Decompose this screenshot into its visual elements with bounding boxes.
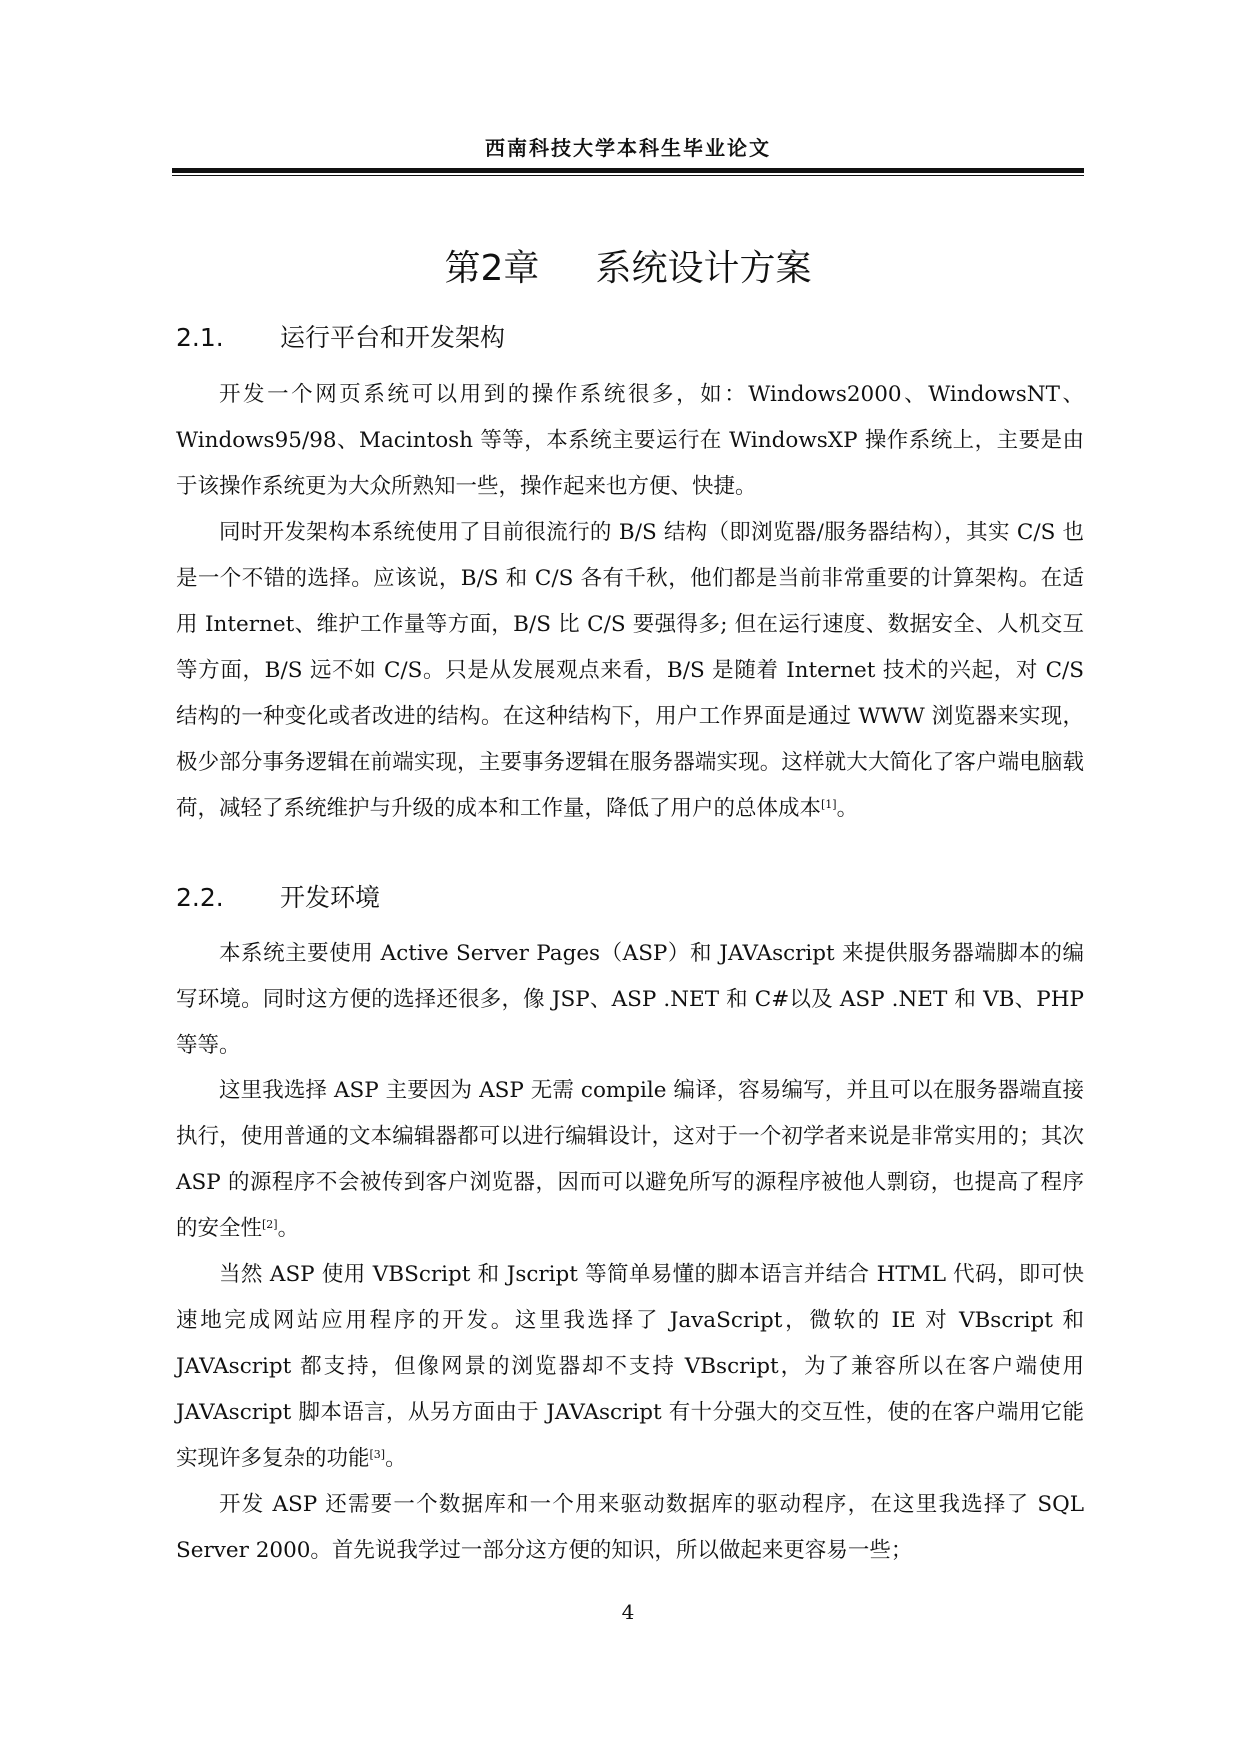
paragraph xyxy=(176,1482,1084,1574)
section-heading-2-2 xyxy=(176,880,380,916)
paragraph-text: 当然 ASP 使用 VBScript 和 Jscript 等简单易懂的脚本语言并结合 HTML 代码，即可快速地完成网站应用程序的开发。这里我选择了 JavaScript，微软的 IE 对 VBscript 和 JAVAscript 都支持，但像网景的浏览器却不支持 VBscript，为了兼容所以在客户端使用 JAVAscript 脚本语言，从另方面由于 JAVAscript 有十分强大的交互性，使的在客户端用它能实现许多复杂的功能 xyxy=(176,1262,1084,1471)
section-title: 运行平台和开发架构 xyxy=(280,323,506,352)
paragraph-text: 同时开发架构本系统使用了目前很流行的 B/S 结构（即浏览器/服务器结构），其实 C/S 也是一个不错的选择。应该说，B/S 和 C/S 各有千秋，他们都是当前非常重要的计算架构。在适用 Internet、维护工作量等方面，B/S 比 C/S 要强得多; 但在运行速度、数据安全、人机交互等方面，B/S 远不如 C/S。只是从发展观点来看，B/S 是随着 Internet 技术的兴起，对 C/S 结构的一种变化或者改进的结构。在这种结构下，用户工作界面是通过 WWW 浏览器来实现，极少部分事务逻辑在前端实现，主要事务逻辑在服务器端实现。这样就大大简化了客户端电脑载荷，减轻了系统维护与升级的成本和工作量，降低了用户的总体成本 xyxy=(176,520,1084,821)
paragraph xyxy=(176,931,1084,1069)
chapter-name: 系统设计方案 xyxy=(595,248,812,289)
chapter-title xyxy=(172,245,1084,293)
running-header: 西南科技大学本科生毕业论文 xyxy=(485,136,771,160)
citation-ref: [2] xyxy=(262,1218,278,1231)
page-number: 4 xyxy=(621,1600,635,1624)
citation-ref: [1] xyxy=(821,798,837,811)
paragraph xyxy=(176,510,1084,832)
section-title: 开发环境 xyxy=(280,883,381,912)
paragraph-text: 开发 ASP 还需要一个数据库和一个用来驱动数据库的驱动程序，在这里我选择了 SQL Server 2000。首先说我学过一部分这方便的知识，所以做起来更容易一些； xyxy=(176,1492,1084,1563)
paragraph-text: 本系统主要使用 Active Server Pages（ASP）和 JAVAscript 来提供服务器端脚本的编写环境。同时这方便的选择还很多，像 JSP、ASP .NET 和 C#以及 ASP .NET 和 VB、PHP 等等。 xyxy=(176,941,1084,1058)
section-heading-2-1 xyxy=(176,320,505,356)
paragraph xyxy=(176,372,1084,510)
paragraph-tail: 。 xyxy=(836,796,859,821)
header-rule-thin xyxy=(172,175,1084,176)
paragraph-text: 这里我选择 ASP 主要因为 ASP 无需 compile 编译，容易编写，并且可以在服务器端直接执行，使用普通的文本编辑器都可以进行编辑设计，这对于一个初学者来说是非常实用的；其次 ASP 的源程序不会被传到客户浏览器，因而可以避免所写的源程序被他人剽窃，也提高了程序的安全性 xyxy=(176,1078,1084,1241)
paragraph-text: 开发一个网页系统可以用到的操作系统很多，如：Windows2000、WindowsNT、Windows95/98、Macintosh 等等，本系统主要运行在 WindowsXP 操作系统上，主要是由于该操作系统更为大众所熟知一些，操作起来也方便、快捷。 xyxy=(176,382,1084,499)
section-number: 2.2. xyxy=(176,883,224,912)
citation-ref: [3] xyxy=(369,1448,386,1461)
paragraph xyxy=(176,1068,1084,1252)
header-rule xyxy=(172,168,1084,173)
paragraph-tail: 。 xyxy=(277,1216,300,1241)
chapter-number: 第2章 xyxy=(444,248,540,289)
paragraph xyxy=(176,1252,1084,1482)
paragraph-tail: 。 xyxy=(385,1446,407,1471)
section-number: 2.1. xyxy=(176,323,224,352)
